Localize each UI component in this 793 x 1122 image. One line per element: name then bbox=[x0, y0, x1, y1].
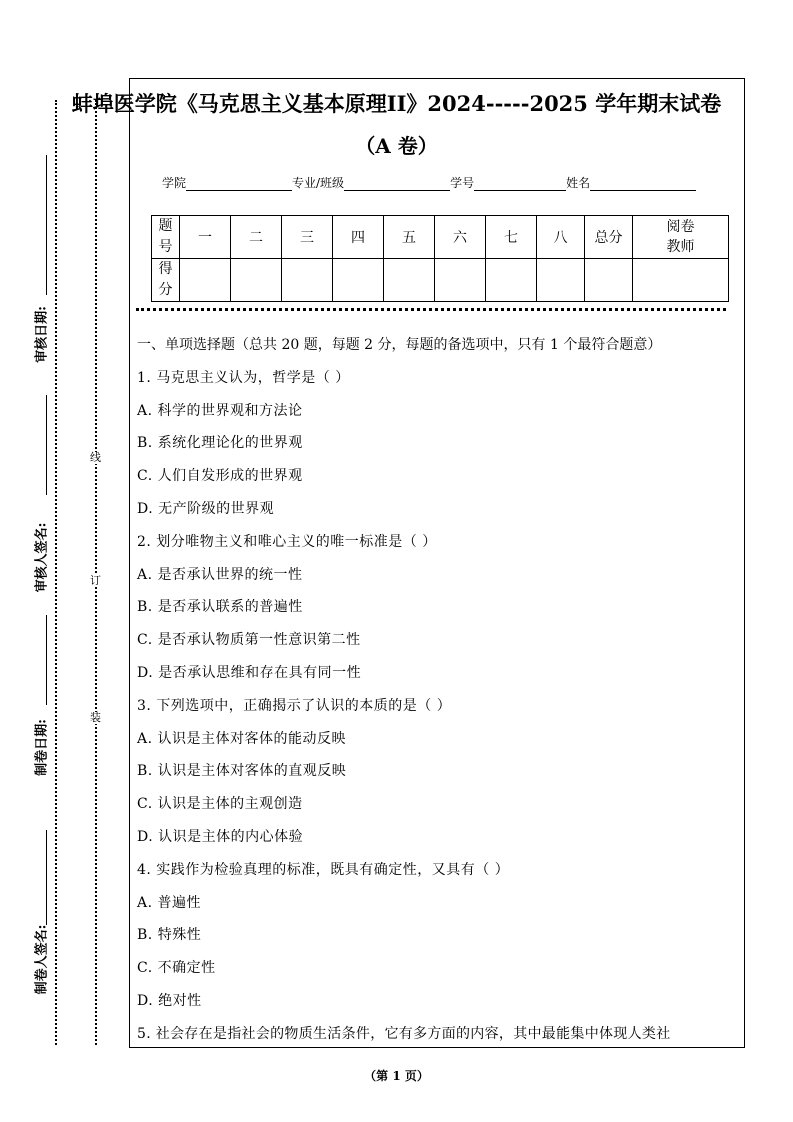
maker-signature-line bbox=[46, 830, 47, 925]
question-number-header bbox=[152, 216, 180, 259]
score-cell[interactable] bbox=[231, 259, 282, 302]
question-stem: 3. 下列选项中，正确揭示了认识的本质的是（ ） bbox=[137, 697, 452, 714]
score-cell[interactable] bbox=[486, 259, 537, 302]
major-class-field[interactable] bbox=[344, 178, 450, 191]
student-id-field[interactable] bbox=[474, 178, 566, 191]
student-info-row bbox=[162, 174, 696, 191]
answer-option[interactable]: B. 特殊性 bbox=[137, 927, 202, 944]
question-stem: 1. 马克思主义认为，哲学是（ ） bbox=[137, 369, 350, 386]
total-score-cell[interactable] bbox=[585, 259, 633, 302]
column-header: 六 bbox=[435, 216, 486, 259]
score-cell[interactable] bbox=[333, 259, 384, 302]
major-class-label: 专业/班级 bbox=[292, 176, 345, 190]
reviewer-signature-label: 审核人签名: bbox=[34, 522, 50, 593]
exam-title: 蚌埠医学院《马克思主义基本原理II》2024-----2025 学年期末试卷 bbox=[71, 91, 722, 116]
score-cell[interactable] bbox=[180, 259, 231, 302]
score-cell[interactable] bbox=[282, 259, 333, 302]
section-heading: 一、单项选择题（总共 20 题，每题 2 分，每题的备选项中，只有 1 个最符合题意） bbox=[137, 337, 662, 353]
answer-option[interactable]: D. 无产阶级的世界观 bbox=[137, 500, 275, 517]
answer-option[interactable]: A. 普遍性 bbox=[137, 894, 202, 911]
answer-option[interactable]: B. 系统化理论化的世界观 bbox=[137, 435, 303, 452]
score-row-label: 得分 bbox=[158, 261, 173, 298]
answer-option[interactable]: A. 是否承认世界的统一性 bbox=[137, 566, 303, 583]
column-header: 三 bbox=[282, 216, 333, 259]
score-row-header bbox=[152, 259, 180, 302]
answer-option[interactable]: A. 认识是主体对客体的能动反映 bbox=[137, 730, 347, 747]
line-char: 线 bbox=[90, 451, 101, 464]
answer-option[interactable]: C. 不确定性 bbox=[137, 960, 216, 977]
answer-option[interactable]: D. 绝对性 bbox=[137, 992, 202, 1009]
column-header: 四 bbox=[333, 216, 384, 259]
review-date-label: 审核日期: bbox=[34, 306, 50, 363]
score-table bbox=[151, 215, 729, 302]
answer-option[interactable]: C. 人们自发形成的世界观 bbox=[137, 468, 303, 485]
answer-option[interactable]: D. 是否承认思维和存在具有同一性 bbox=[137, 664, 362, 681]
question-stem: 4. 实践作为检验真理的标准，既具有确定性，又具有（ ） bbox=[137, 861, 510, 878]
column-header: 八 bbox=[537, 216, 585, 259]
reviewer-signature-line bbox=[46, 395, 47, 495]
make-date-line bbox=[46, 615, 47, 705]
name-field[interactable] bbox=[590, 178, 696, 191]
column-header: 二 bbox=[231, 216, 282, 259]
column-header: 七 bbox=[486, 216, 537, 259]
answer-option[interactable]: A. 科学的世界观和方法论 bbox=[137, 402, 303, 419]
margin-dotted-line-inner bbox=[95, 100, 97, 1045]
grader-cell[interactable] bbox=[633, 259, 729, 302]
question-stem: 2. 划分唯物主义和唯心主义的唯一标准是（ ） bbox=[137, 533, 437, 550]
student-id-label: 学号 bbox=[450, 176, 475, 190]
order-char: 订 bbox=[90, 574, 101, 587]
page-footer: （第 1 页） bbox=[364, 1069, 429, 1083]
score-cell[interactable] bbox=[384, 259, 435, 302]
college-field[interactable] bbox=[186, 178, 292, 191]
answer-option[interactable]: B. 是否承认联系的普遍性 bbox=[137, 599, 303, 616]
answer-option[interactable]: C. 是否承认物质第一性意识第二性 bbox=[137, 632, 361, 649]
bind-char: 装 bbox=[90, 711, 101, 724]
score-cell[interactable] bbox=[435, 259, 486, 302]
total-score-header: 总分 bbox=[585, 216, 633, 259]
review-date-line bbox=[46, 155, 47, 295]
answer-option[interactable]: D. 认识是主体的内心体验 bbox=[137, 828, 304, 845]
maker-signature-label: 制卷人签名: bbox=[34, 924, 50, 995]
column-header: 一 bbox=[180, 216, 231, 259]
margin-dotted-line-outer bbox=[55, 100, 57, 1045]
question-stem: 5. 社会存在是指社会的物质生活条件，它有多方面的内容，其中最能集中体现人类社 bbox=[137, 1025, 671, 1042]
question-number-label: 题号 bbox=[158, 218, 173, 255]
exam-content bbox=[137, 329, 742, 1051]
make-date-label: 制卷日期: bbox=[34, 719, 50, 776]
column-header: 五 bbox=[384, 216, 435, 259]
name-label: 姓名 bbox=[566, 176, 591, 190]
dotted-separator bbox=[136, 308, 726, 311]
answer-option[interactable]: C. 认识是主体的主观创造 bbox=[137, 796, 303, 813]
answer-option[interactable]: B. 认识是主体对客体的直观反映 bbox=[137, 763, 347, 780]
grader-header bbox=[633, 216, 729, 259]
score-cell[interactable] bbox=[537, 259, 585, 302]
college-label: 学院 bbox=[162, 176, 187, 190]
exam-subtitle: （A 卷） bbox=[355, 134, 438, 158]
grader-label: 阅卷教师 bbox=[666, 219, 695, 255]
